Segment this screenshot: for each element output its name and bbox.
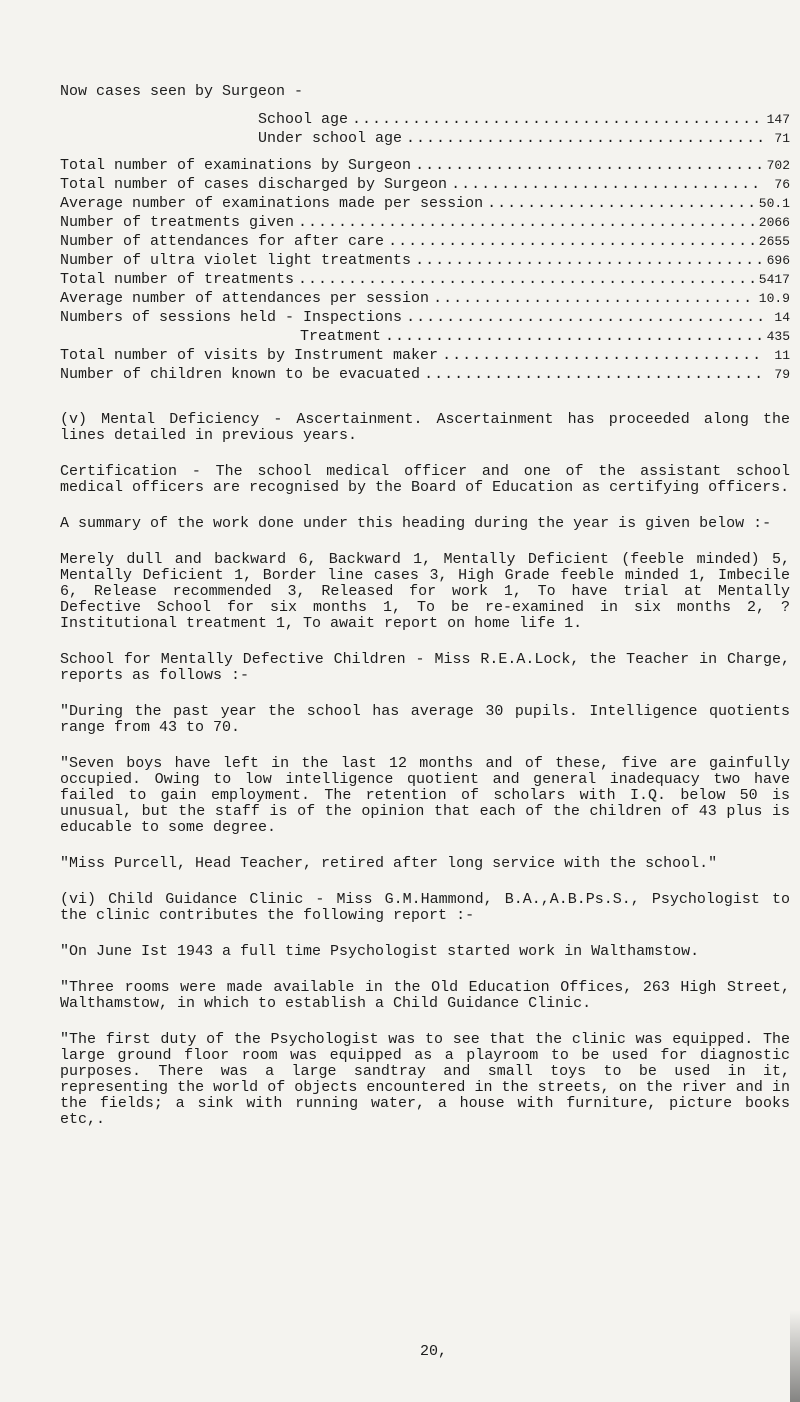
clinic-rooms-paragraph: "Three rooms were made available in the Old Education Offices, 263 High Street, Walthamstow, in which to establish a Child Guidance Clinic. [60, 979, 790, 1012]
stat-value: 702 [766, 158, 790, 173]
stat-label: Total number of treatments [60, 271, 295, 288]
retirement-paragraph: "Miss Purcell, Head Teacher, retired after long service with the school." [60, 855, 718, 872]
stat-row [60, 253, 790, 272]
leader-dots [424, 367, 762, 383]
stat-value: 5417 [758, 272, 790, 287]
stat-value: 2066 [758, 215, 790, 230]
summary-list-paragraph: Merely dull and backward 6, Backward 1, Mentally Deficient (feeble minded) 5, Mentally Deficient 1, Border line cases 3, High Grade feeble minded 1, Imbecile 6, Release recommended 3, Released for work 1, To have trial at Mentally Defective School for six months 1, To be re-examined in six months 2, ? Institutional treatment 1, To await report on home life 1. [60, 551, 790, 632]
stat-value: 11 [774, 348, 790, 363]
leader-dots [442, 348, 762, 364]
stat-label: School age [258, 111, 349, 128]
stats-heading: Now cases seen by Surgeon - [60, 83, 304, 100]
leader-dots [352, 112, 762, 128]
leader-dots [415, 158, 762, 174]
stat-row [60, 348, 790, 367]
stat-row [258, 131, 790, 150]
psychologist-start-paragraph: "On June Ist 1943 a full time Psychologist started work in Walthamstow. [60, 943, 700, 960]
stat-label: Numbers of sessions held - Inspections [60, 309, 403, 326]
stat-value: 50.1 [758, 196, 790, 211]
stat-row [60, 215, 790, 234]
stat-value: 14 [774, 310, 790, 325]
stat-label: Average number of examinations made per session [60, 195, 484, 212]
stat-label: Number of attendances for after care [60, 233, 385, 250]
stat-label: Number of children known to be evacuated [60, 366, 421, 383]
leader-dots [298, 272, 755, 288]
stat-label: Number of ultra violet light treatments [60, 252, 412, 269]
special-school-paragraph: School for Mentally Defective Children - Miss R.E.A.Lock, the Teacher in Charge, reports as follows :- [60, 651, 790, 684]
stat-row [258, 112, 790, 131]
page-number: 20, [420, 1343, 448, 1360]
stat-label: Number of treatments given [60, 214, 295, 231]
clinic-equipment-paragraph: "The first duty of the Psychologist was to see that the clinic was equipped. The large ground floor room was equipped as a playroom to be used for diagnostic purposes. There was a large sandtray and small toys to be used in it, representing the world of objects encountered in the streets, on the river and in the fields; a sink with running water, a house with furniture, picture books etc,. [60, 1031, 790, 1128]
stat-row [60, 196, 790, 215]
stats-group-totals [60, 158, 790, 386]
stat-row [60, 272, 790, 291]
stat-value: 76 [774, 177, 790, 192]
leader-dots [406, 131, 762, 147]
stat-value: 71 [774, 131, 790, 146]
leader-dots [388, 234, 755, 250]
page-content [60, 84, 790, 1148]
summary-intro-paragraph: A summary of the work done under this heading during the year is given below :- [60, 515, 772, 532]
stat-value: 2655 [758, 234, 790, 249]
stat-value: 147 [766, 112, 790, 127]
stat-value: 10.9 [758, 291, 790, 306]
pupils-paragraph: "During the past year the school has average 30 pupils. Intelligence quotients range from 43 to 70. [60, 703, 790, 736]
stat-row [60, 234, 790, 253]
stat-row [60, 329, 790, 348]
leavers-paragraph: "Seven boys have left in the last 12 months and of these, five are gainfully occupied. Owing to low intelligence quotient and general inadequacy two have failed to gain employment. The retention of scholars with I.Q. below 50 is unusual, but the staff is of the opinion that each of the children of 43 plus is educable to some degree. [60, 755, 790, 836]
leader-dots [451, 177, 762, 193]
stats-group-age [60, 112, 790, 150]
leader-dots [433, 291, 755, 307]
leader-dots [298, 215, 755, 231]
stat-row [60, 158, 790, 177]
stat-value: 79 [774, 367, 790, 382]
stat-label: Total number of examinations by Surgeon [60, 157, 412, 174]
stat-label: Total number of visits by Instrument maker [60, 347, 439, 364]
stat-row [60, 310, 790, 329]
leader-dots [406, 310, 762, 326]
stat-label: Treatment [300, 328, 382, 345]
stat-label: Average number of attendances per session [60, 290, 430, 307]
stat-row [60, 177, 790, 196]
child-guidance-paragraph: (vi) Child Guidance Clinic - Miss G.M.Hammond, B.A.,A.B.Ps.S., Psychologist to the clinic contributes the following report :- [60, 891, 790, 924]
stat-value: 696 [766, 253, 790, 268]
leader-dots [385, 329, 762, 345]
mental-deficiency-paragraph: (v) Mental Deficiency - Ascertainment. Ascertainment has proceeded along the lines detailed in previous years. [60, 411, 790, 444]
stat-value: 435 [766, 329, 790, 344]
scan-shadow [790, 1310, 800, 1402]
stat-label: Total number of cases discharged by Surgeon [60, 176, 448, 193]
leader-dots [415, 253, 762, 269]
certification-paragraph: Certification - The school medical officer and one of the assistant school medical officers are recognised by the Board of Education as certifying officers. [60, 463, 790, 496]
stat-row [60, 367, 790, 386]
leader-dots [487, 196, 755, 212]
stat-label: Under school age [258, 130, 403, 147]
stat-row [60, 291, 790, 310]
